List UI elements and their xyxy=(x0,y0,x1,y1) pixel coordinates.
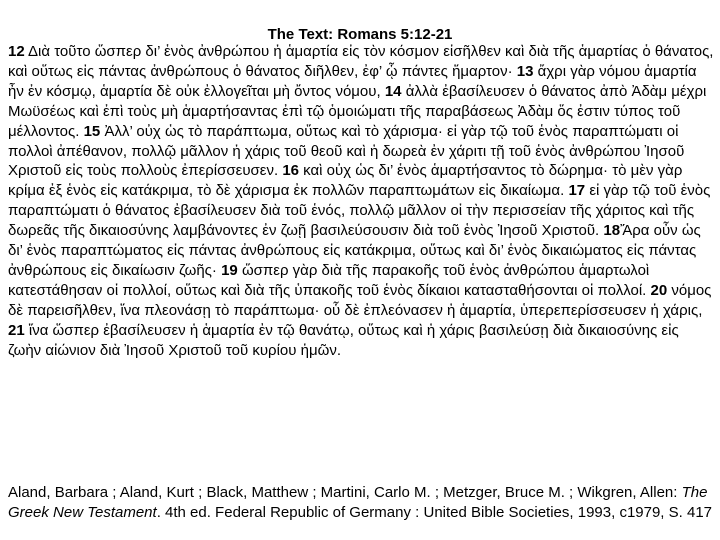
verse-number: 12 xyxy=(8,43,25,60)
verse-text: Ἀλλ’ οὐχ ὡς τὸ παράπτωμα, οὕτως καὶ τὸ χάρισμα· εἰ γὰρ τῷ τοῦ ἑνὸς παραπτώματι οἱ πολλοὶ ἀπέθανον, πολλῷ μᾶλλον ἡ χάρις τοῦ θεοῦ καὶ ἡ δωρεὰ ἐν χάριτι τῇ τοῦ ἑνὸς ἀνθρώπου Ἰησοῦ Χριστοῦ εἰς τοὺς πολλοὺς ἐπερίσσευσεν. xyxy=(8,122,685,180)
citation-authors: Aland, Barbara ; Aland, Kurt ; Black, Matthew ; Martini, Carlo M. ; Metzger, Bruce M. ; Wikgren, Allen: xyxy=(8,484,682,501)
verse-text: ἄχρι γὰρ νόμου ἁμαρτία ἦν ἐν κόσμῳ, ἁμαρτία δὲ οὐκ ἐλλογεῖται μὴ ὄντος νόμου, xyxy=(8,62,697,100)
verse-text: ἀλλὰ ἐβασίλευσεν ὁ θάνατος ἀπὸ Ἀδὰμ μέχρι Μωϋσέως καὶ ἐπὶ τοὺς μὴ ἁμαρτήσαντας ἐπὶ τῷ ὁμοιώματι τῆς παραβάσεως Ἀδὰμ ὅς ἐστιν τύπος τοῦ μέλλοντος. xyxy=(8,82,707,140)
verse-text: καὶ οὐχ ὡς δι’ ἑνὸς ἁμαρτήσαντος τὸ δώρημα· τὸ μὲν γὰρ κρίμα ἐξ ἑνὸς εἰς κατάκριμα, τὸ δὲ χάρισμα ἐκ πολλῶν παραπτωμάτων εἰς δικαίωμα. xyxy=(8,162,683,200)
verse-number: 21 xyxy=(8,321,25,339)
page-title: The Text: Romans 5:12-21 xyxy=(267,26,453,43)
verse-number: 19 xyxy=(221,261,238,279)
citation-work: The Greek New Testament xyxy=(8,484,708,521)
verse-number: 15 xyxy=(83,122,101,140)
verse-text: εἰ γὰρ τῷ τοῦ ἑνὸς παραπτώματι ὁ θάνατος ἐβασίλευσεν διὰ τοῦ ἑνός, πολλῷ μᾶλλον οἱ τὴν περισσείαν τῆς χάριτος καὶ τῆς δωρεᾶς τῆς δικαιοσύνης λαμβάνοντες ἐν ζωῇ βασιλεύσουσιν διὰ τοῦ ἑνὸς Ἰησοῦ Χριστοῦ. xyxy=(8,182,711,240)
verse-number: 16 xyxy=(282,162,299,180)
verse-text: ἵνα ὥσπερ ἐβασίλευσεν ἡ ἁμαρτία ἐν τῷ θανάτῳ, οὕτως καὶ ἡ χάρις βασιλεύσῃ διὰ δικαιοσύνης εἰς ζωὴν αἰώνιον διὰ Ἰησοῦ Χριστοῦ τοῦ κυρίου ἡμῶν. xyxy=(8,321,679,359)
citation xyxy=(8,483,716,522)
verse-number: 13 xyxy=(516,62,534,80)
verse-number: 14 xyxy=(384,82,402,100)
verse-text: Ἄρα οὖν ὡς δι’ ἑνὸς παραπτώματος εἰς πάντας ἀνθρώπους εἰς κατάκριμα, οὕτως καὶ δι’ ἑνὸς δικαιώματος εἰς πάντας ἀνθρώπους εἰς δικαίωσιν ζωῆς· xyxy=(8,222,701,279)
verse-text: Διὰ τοῦτο ὥσπερ δι’ ἑνὸς ἀνθρώπου ἡ ἁμαρτία εἰς τὸν κόσμον εἰσῆλθεν καὶ διὰ τῆς ἁμαρτίας ὁ θάνατος, καὶ οὕτως εἰς πάντας ἀνθρώπους ὁ θάνατος διῆλθεν, ἐφ’ ᾧ πάντες ἥμαρτον· xyxy=(8,43,714,80)
verse-number: 17 xyxy=(568,182,586,200)
verse-number: 18 xyxy=(603,222,621,240)
verse-number: 20 xyxy=(650,281,668,299)
passage-text xyxy=(8,42,714,361)
citation-details: . 4th ed. Federal Republic of Germany : United Bible Societies, 1993, c1979, S. 417 xyxy=(156,503,713,521)
verse-text: ὥσπερ γὰρ διὰ τῆς παρακοῆς τοῦ ἑνὸς ἀνθρώπου ἁμαρτωλοὶ κατεστάθησαν οἱ πολλοί, οὕτως καὶ διὰ τῆς ὑπακοῆς τοῦ ἑνὸς δίκαιοι κατασταθήσονται οἱ πολλοί. xyxy=(8,261,650,299)
verse-text: νόμος δὲ παρεισῆλθεν, ἵνα πλεονάσῃ τὸ παράπτωμα· οὗ δὲ ἐπλεόνασεν ἡ ἁμαρτία, ὑπερεπερίσσευσεν ἡ χάρις, xyxy=(8,281,712,319)
